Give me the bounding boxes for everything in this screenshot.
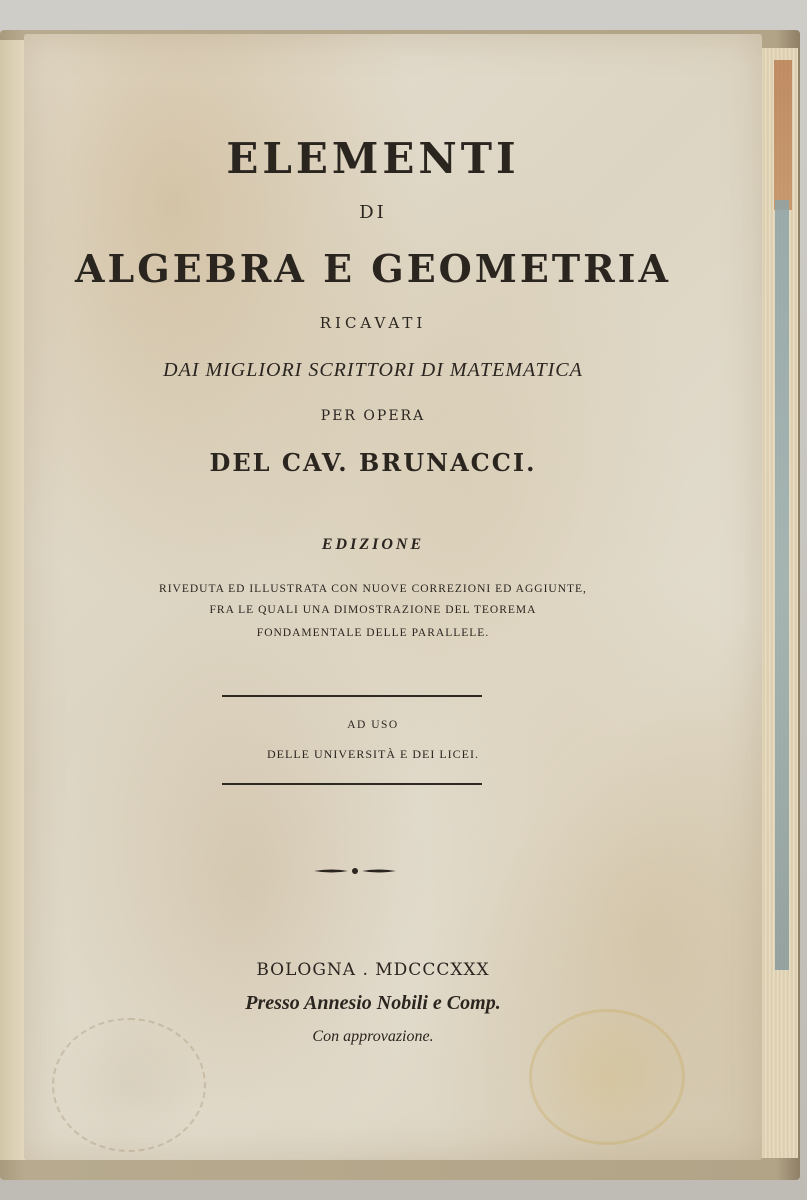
title-page <box>24 34 762 1160</box>
source-line: DAI MIGLIORI SCRITTORI DI MATEMATICA <box>163 359 583 381</box>
library-stamp-left <box>52 1018 206 1152</box>
top-divider-rule <box>222 695 482 697</box>
ad-uso-line: AD USO <box>347 719 399 731</box>
edition-note-line-1: RIVEDUTA ED ILLUSTRATA CON NUOVE CORREZIONI ED AGGIUNTE, <box>159 583 587 595</box>
edition-note-line-2: FRA LE QUALI UNA DIMOSTRAZIONE DEL TEOREMA <box>209 604 537 616</box>
ricavati-line: RICAVATI <box>319 314 427 332</box>
ornament-icon <box>312 866 398 876</box>
author-line: DEL CAV. BRUNACCI. <box>209 448 537 477</box>
title-connector: DI <box>359 202 387 223</box>
book-title: ELEMENTI <box>226 134 520 183</box>
imprint-publisher: Presso Annesio Nobili e Comp. <box>245 992 501 1014</box>
bottom-divider-rule <box>222 783 482 785</box>
cover-edge-red <box>774 60 792 210</box>
imprint-place: BOLOGNA . MDCCCXXX <box>256 960 490 980</box>
library-stamp-right <box>529 1009 685 1145</box>
cover-edge-blue <box>775 200 789 970</box>
imprint-approval: Con approvazione. <box>312 1028 434 1045</box>
edition-heading: EDIZIONE <box>321 536 425 553</box>
book-subtitle: ALGEBRA E GEOMETRIA <box>75 246 671 291</box>
per-opera-line: PER OPERA <box>320 408 426 424</box>
audience-line: DELLE UNIVERSITÀ E DEI LICEI. <box>267 747 479 761</box>
edition-note-line-3: FONDAMENTALE DELLE PARALLELE. <box>256 627 490 639</box>
